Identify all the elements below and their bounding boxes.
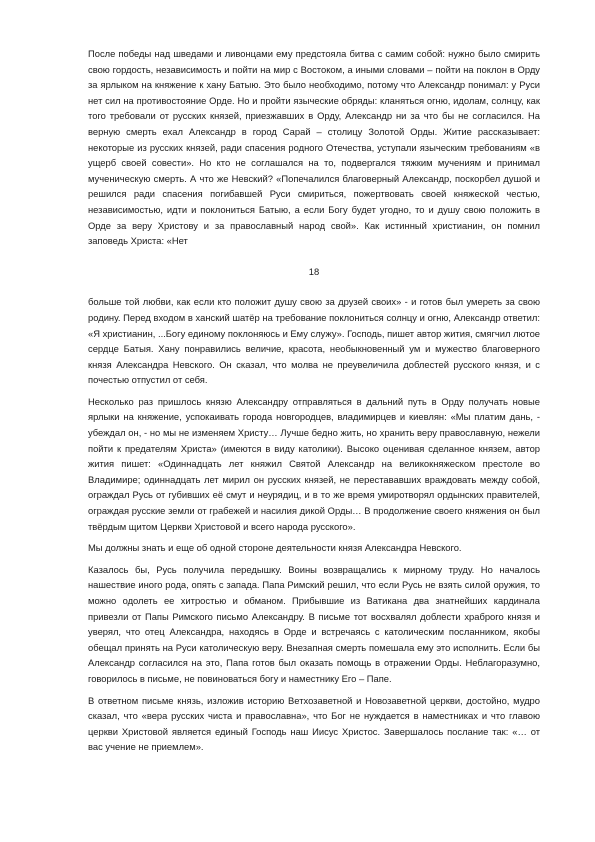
paragraph: больше той любви, как если кто положит душу свою за друзей своих» - и готов был умереть за свою родину. Перед входом в ханский шатёр на требование поклониться солнцу и огню, Александр ответил: «Я христианин, ...Богу единому поклоняюсь и Ему служу». Господь, пишет автор жития, смягчил лютое сердце Батыя. Хану понравились величие, красота, необыкновенный ум и мужество благоверного князя Александра Невского. Он сказал, что молва не преувеличила доблестей русского князя, и с почестью отпустил от себя. bbox=[88, 296, 540, 386]
paragraph: После победы над шведами и ливонцами ему предстояла битва с самим собой: нужно было смирить свою гордость, независимость и пойти на мир с Востоком, а иными словами – пойти на поклон в Орду за ярлыком на княжение к хану Батыю. Это было необходимо, потому что Александр понимал: у Руси нет сил на противостояние Орде. Но и пройти языческие обряды: кланяться огню, идолам, солнцу, как того требовали от русских князей, приезжавших в Орду, Александр ни за что бы не согласился. На верную смерть ехал Александр в город Сарай – столицу Золотой Орды. Житие рассказывает: некоторые из русских князей, ради спасения родного Отечества, уступали языческим требованиям «в ущерб своей совести». Но кто не соглашался на то, подвергался тяжким мучениям и принимал мученическую смерть. А что же Невский? «Попечалился благоверный Александр, поскорбел душой и решился ради спасения погибавшей Руси смириться, пожертвовать своей княжеской честью, независимостью, идти и поклониться Батыю, а если Богу будет угодно, то и душу свою положить в Орде за веру Христову и за православный народ свой». Как истинный христианин, он помнил заповедь Христа: «Нет bbox=[88, 48, 540, 247]
paragraph: В ответном письме князь, изложив историю Ветхозаветной и Новозаветной церкви, достойно, мудро сказал, что «вера русских чиста и православна», что Бог не нуждается в наместниках и что главою церкви Христовой является единый Господь наш Иисус Христос. Завершалось послание так: «… от вас учение не приемлем». bbox=[88, 694, 540, 753]
document-page bbox=[88, 46, 540, 755]
paragraph: Несколько раз пришлось князю Александру отправляться в дальний путь в Орду получать новые ярлыки на княжение, успокаивать города новгородцев, владимирцев и киевлян: «Мы платим дань, - убеждал он, - но мы не изменяем Христу… Лучше бедно жить, но хранить веру православную, нежели пойти к предателям Христа» (имеются в виду католики). Высоко оценивая сделанное князем, автор жития пишет: «Одиннадцать лет княжил Святой Александр на великокняжеском престоле во Владимире; одиннадцать лет мирил он русских князей, не перестававших враждовать между собой, ограждал Русь от губивших её смут и неурядиц, и в то же время умиротворял ордынских правителей, ограждая русские земли от грабежей и насилия дикой Орды… В продолжение своего княжения он был твёрдым щитом Церкви Христовой и всего народа русского». bbox=[88, 395, 540, 532]
paragraph: Казалось бы, Русь получила передышку. Воины возвращались к мирному труду. Но началось нашествие иного рода, опять с запада. Папа Римский решил, что если Русь не взять силой оружия, то можно одолеть ее хитростью и обманом. Прибывшие из Ватикана два знатнейших кардинала привезли от Папы Римского письмо Александру. В письме тот восхвалял доблести храброго князя и уверял, что отец Александра, находясь в Орде и встречаясь с католическим посланником, якобы обещал принять на Руси католическую веру. Внезапная смерть помешала ему это исполнить. Если бы Александр согласился на это, Папа готов был оказать помощь в отражении Орды. Неблагоразумно, говорилось в письме, не повиноваться богу и наместнику Его – Папе. bbox=[88, 563, 540, 684]
page-number: 18 bbox=[308, 265, 320, 277]
paragraph: Мы должны знать и еще об одной стороне деятельности князя Александра Невского. bbox=[88, 542, 462, 554]
